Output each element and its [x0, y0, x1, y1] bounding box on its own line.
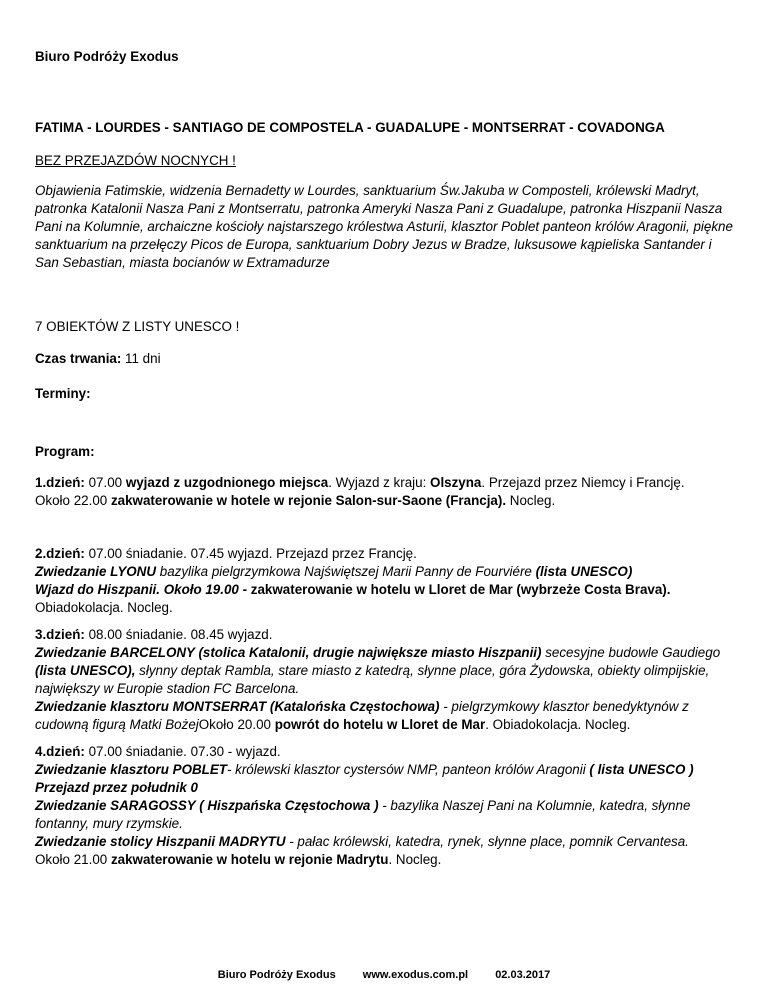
footer-date: 02.03.2017 [495, 969, 551, 981]
footer-url: www.exodus.com.pl [362, 969, 469, 981]
unesco-notice: 7 OBIEKTÓW Z LISTY UNESCO ! [35, 319, 240, 334]
page-footer [0, 966, 768, 984]
terms-line: Terminy: [35, 386, 91, 401]
agency-header: Biuro Podróży Exodus [35, 49, 179, 64]
no-night-notice: BEZ PRZEJAZDÓW NOCNYCH ! [35, 153, 236, 168]
day-4: 4.dzień: 07.00 śniadanie. 07.30 - wyjazd. Zwiedzanie klasztoru POBLET- królewski klasztor cystersów NMP, panteon królów Aragonii ( lista UNESCO ) Przejazd przez południk 0 Zwiedzanie SARAGOSSY ( Hiszpańska Częstochowa ) - bazylika Naszej Pani na Kolumnie, katedra, słynne fontanny, mury rzymskie. Zwiedzanie stolicy Hiszpanii MADRYTU - pałac królewski, katedra, rynek, słynne place, pomnik Cervantesa. Około 21.00 zakwaterowanie w hotelu w rejonie Madrytu. Nocleg. [35, 744, 694, 867]
duration-line: Czas trwania: 11 dni [35, 351, 161, 366]
day-2: 2.dzień: 07.00 śniadanie. 07.45 wyjazd. Przejazd przez Francję. Zwiedzanie LYONU bazylika pielgrzymkowa Najświętszej Marii Panny de Fourviére (lista UNESCO) Wjazd do Hiszpanii. Około 19.00 - zakwaterowanie w hotelu w Lloret de Mar (wybrzeże Costa Brava). Obiadokolacja. Nocleg. [35, 546, 671, 615]
footer-agency: Biuro Podróży Exodus [217, 969, 336, 981]
intro-paragraph: Objawienia Fatimskie, widzenia Bernadetty w Lourdes, sanktuarium Św.Jakuba w Composteli, królewski Madryt, patronka Katalonii Nasza Pani z Montserratu, patronka Ameryki Nasza Pani z Guadalupe, patronka Hiszpanii Nasza Pani na Kolumnie, archaiczne kościoły najstarszego królestwa Asturii, klasztor Poblet panteon królów Aragonii, piękne sanktuarium na przełęczy Picos de Europa, sanktuarium Dobry Jezus w Bradze, luksusowe kąpieliska Santander i San Sebastian, miasta bocianów w Extramadurze [35, 183, 733, 270]
program-heading: Program: [35, 444, 95, 459]
day-1: 1.dzień: 07.00 wyjazd z uzgodnionego miejsca. Wyjazd z kraju: Olszyna. Przejazd przez Niemcy i Francję. Około 22.00 zakwaterowanie w hotele w rejonie Salon-sur-Saone (Francja). Nocleg. [35, 475, 685, 508]
tour-title: FATIMA - LOURDES - SANTIAGO DE COMPOSTELA - GUADALUPE - MONTSERRAT - COVADONGA [35, 120, 665, 135]
day-3: 3.dzień: 08.00 śniadanie. 08.45 wyjazd. Zwiedzanie BARCELONY (stolica Katalonii, drugie największe miasto Hiszpanii) secesyjne budowle Gaudiego (lista UNESCO), słynny deptak Rambla, stare miasto z katedrą, słynne place, góra Żydowska, obiekty olimpijskie, największy w Europie stadion FC Barcelona. Zwiedzanie klasztoru MONTSERRAT (Katalońska Częstochowa) - pielgrzymkowy klasztor benedyktynów z cudowną figurą Matki BożejOkoło 20.00 powrót do hotelu w Lloret de Mar. Obiadokolacja. Nocleg. [35, 627, 721, 732]
